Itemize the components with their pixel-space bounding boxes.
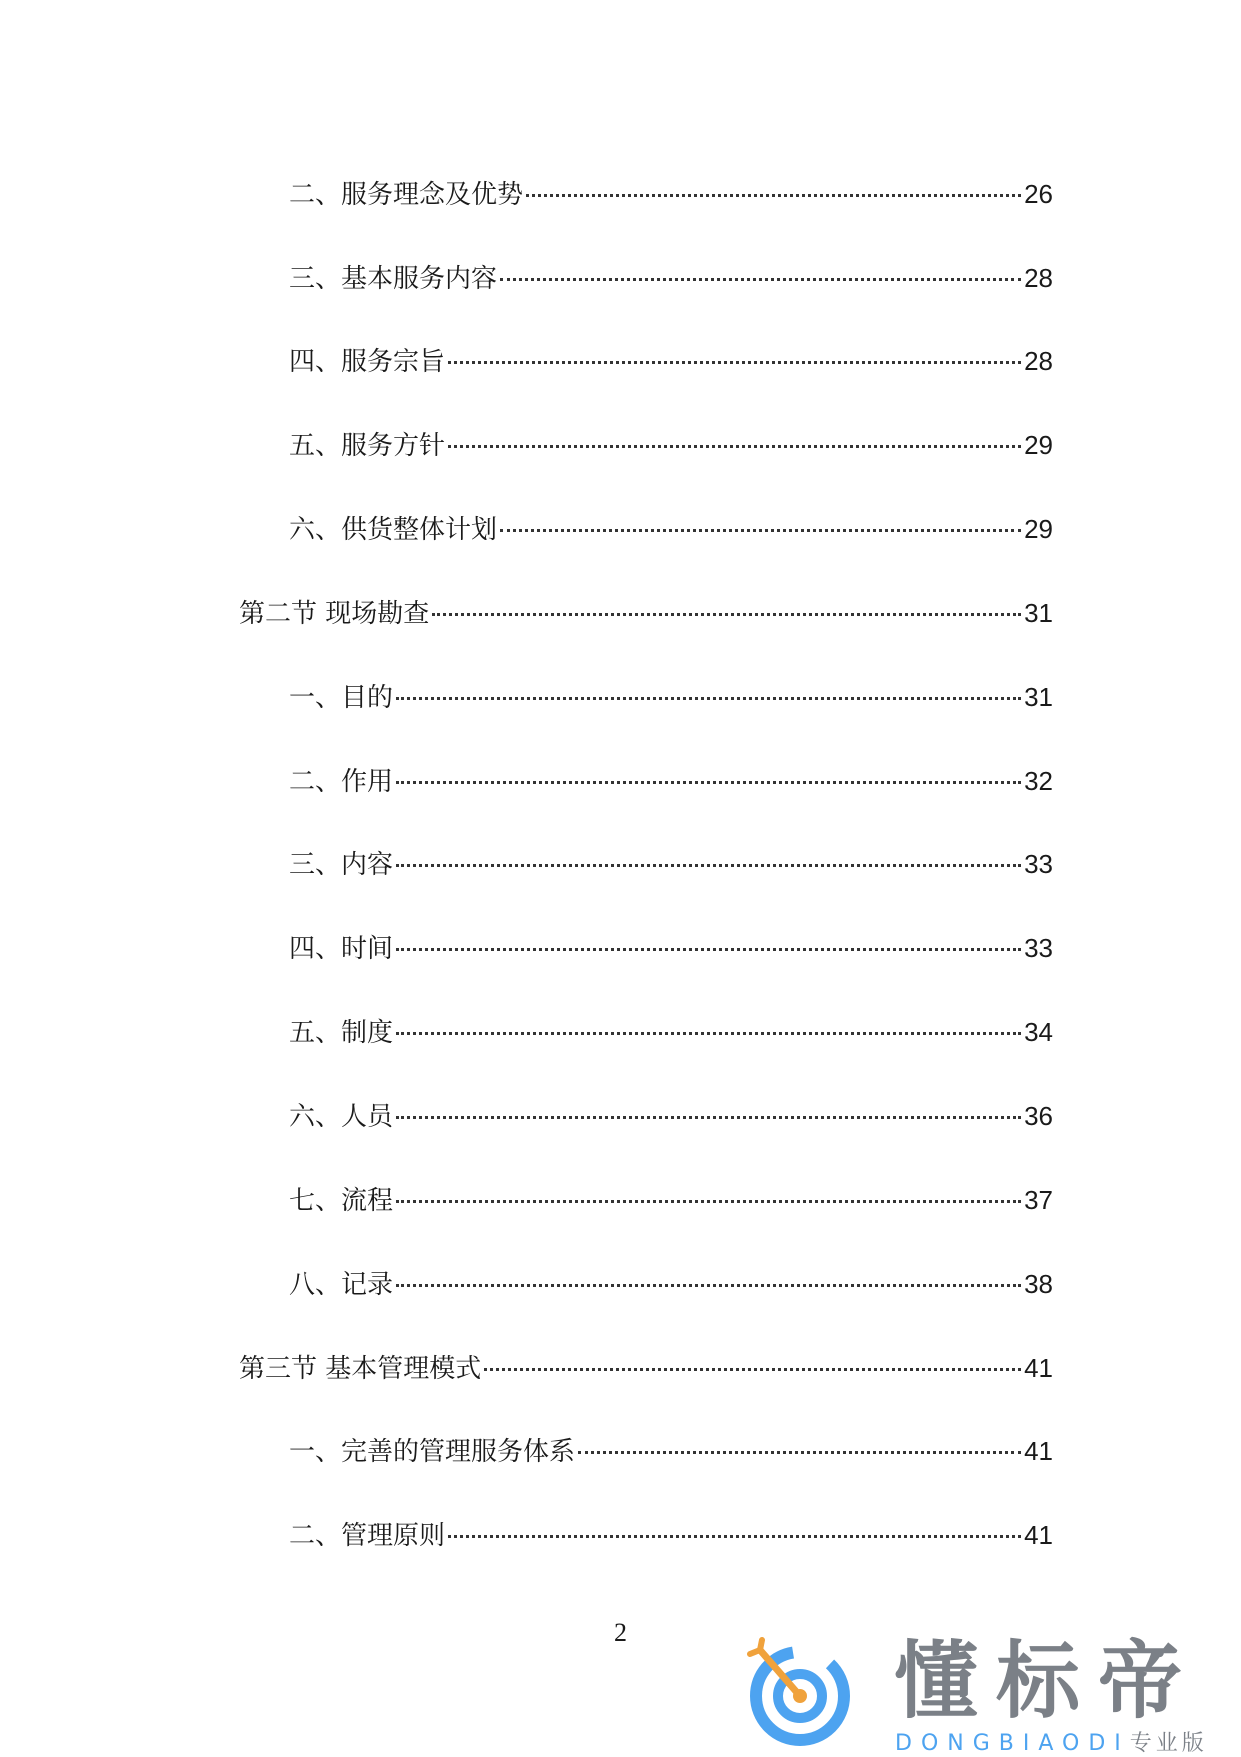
toc-entry[interactable] — [289, 1433, 1053, 1470]
toc-entry-title: 一、完善的管理服务体系 — [289, 1437, 576, 1467]
toc-entry-page: 34 — [1024, 1017, 1053, 1047]
toc-entry-page: 31 — [1024, 682, 1053, 712]
toc-leader-dots — [396, 1200, 1021, 1203]
toc-entry-page: 26 — [1024, 179, 1053, 209]
toc-leader-dots — [500, 529, 1021, 532]
toc-entry-title: 八、记录 — [289, 1270, 394, 1300]
toc-entry[interactable] — [289, 679, 1053, 716]
toc-leader-dots — [396, 864, 1021, 867]
toc-entry-title: 第三节 基本管理模式 — [239, 1354, 482, 1384]
toc-entry-title: 三、基本服务内容 — [289, 264, 498, 294]
toc-entry[interactable] — [289, 1182, 1053, 1219]
watermark — [742, 1632, 1222, 1756]
toc-leader-dots — [396, 948, 1021, 951]
toc-section-entry[interactable] — [239, 595, 1053, 632]
toc-entry[interactable] — [289, 343, 1053, 380]
toc-leader-dots — [500, 278, 1021, 281]
toc-entry-title: 三、内容 — [289, 850, 394, 880]
toc-entry-page: 28 — [1024, 263, 1053, 293]
toc-leader-dots — [448, 361, 1021, 364]
toc-entry-title: 二、服务理念及优势 — [289, 180, 524, 210]
toc-entry-page: 31 — [1024, 598, 1053, 628]
watermark-brand: 懂标帝 — [894, 1632, 1201, 1730]
toc-entry[interactable] — [289, 511, 1053, 548]
toc-leader-dots — [448, 445, 1021, 448]
toc-entry-page: 41 — [1024, 1353, 1053, 1383]
toc-entry-page: 41 — [1024, 1436, 1053, 1466]
toc-leader-dots — [526, 194, 1021, 197]
toc-entry[interactable] — [289, 930, 1053, 967]
toc-entry-page: 41 — [1024, 1520, 1053, 1550]
toc-entry-title: 一、目的 — [289, 683, 394, 713]
toc-entry-page: 28 — [1024, 346, 1053, 376]
toc-entry-page: 29 — [1024, 514, 1053, 544]
toc-entry-page: 29 — [1024, 430, 1053, 460]
toc-entry-title: 四、服务宗旨 — [289, 347, 446, 377]
toc-entry-title: 六、人员 — [289, 1102, 394, 1132]
toc-entry-title: 二、管理原则 — [289, 1521, 446, 1551]
watermark-edition: 专业版 — [1129, 1731, 1208, 1756]
toc-entry[interactable] — [289, 1098, 1053, 1135]
toc-entry[interactable] — [289, 846, 1053, 883]
target-arrow-icon — [742, 1634, 862, 1746]
toc-leader-dots — [396, 697, 1021, 700]
toc-entry-title: 五、服务方针 — [289, 431, 446, 461]
watermark-latin: DONGBIAODI — [895, 1731, 1130, 1756]
toc-entry[interactable] — [289, 1014, 1053, 1051]
toc-leader-dots — [396, 781, 1021, 784]
toc-leader-dots — [432, 613, 1021, 616]
toc-entry-title: 七、流程 — [289, 1186, 394, 1216]
toc-entry[interactable] — [289, 427, 1053, 464]
toc-leader-dots — [396, 1284, 1021, 1287]
toc-entry-page: 38 — [1024, 1269, 1053, 1299]
toc-entry-title: 五、制度 — [289, 1018, 394, 1048]
toc-entry-page: 37 — [1024, 1185, 1053, 1215]
toc-entry[interactable] — [289, 176, 1053, 213]
toc-section-entry[interactable] — [239, 1350, 1053, 1387]
toc-leader-dots — [396, 1032, 1021, 1035]
toc-entry-title: 六、供货整体计划 — [289, 515, 498, 545]
watermark-subtitle — [895, 1726, 1208, 1757]
toc-entry[interactable] — [289, 260, 1053, 297]
toc-entry-title: 第二节 现场勘查 — [239, 599, 430, 629]
toc-leader-dots — [396, 1116, 1021, 1119]
toc-leader-dots — [448, 1535, 1021, 1538]
toc-entry-page: 32 — [1024, 766, 1053, 796]
toc-entry-title: 二、作用 — [289, 767, 394, 797]
toc-entry-page: 33 — [1024, 933, 1053, 963]
toc-leader-dots — [578, 1451, 1021, 1454]
page-number: 2 — [614, 1618, 627, 1647]
toc-entry-title: 四、时间 — [289, 934, 394, 964]
toc-entry-page: 36 — [1024, 1101, 1053, 1131]
toc-entry-page: 33 — [1024, 849, 1053, 879]
toc-entry[interactable] — [289, 1517, 1053, 1554]
toc-entry[interactable] — [289, 1266, 1053, 1303]
toc-leader-dots — [484, 1368, 1021, 1371]
toc-entry[interactable] — [289, 763, 1053, 800]
